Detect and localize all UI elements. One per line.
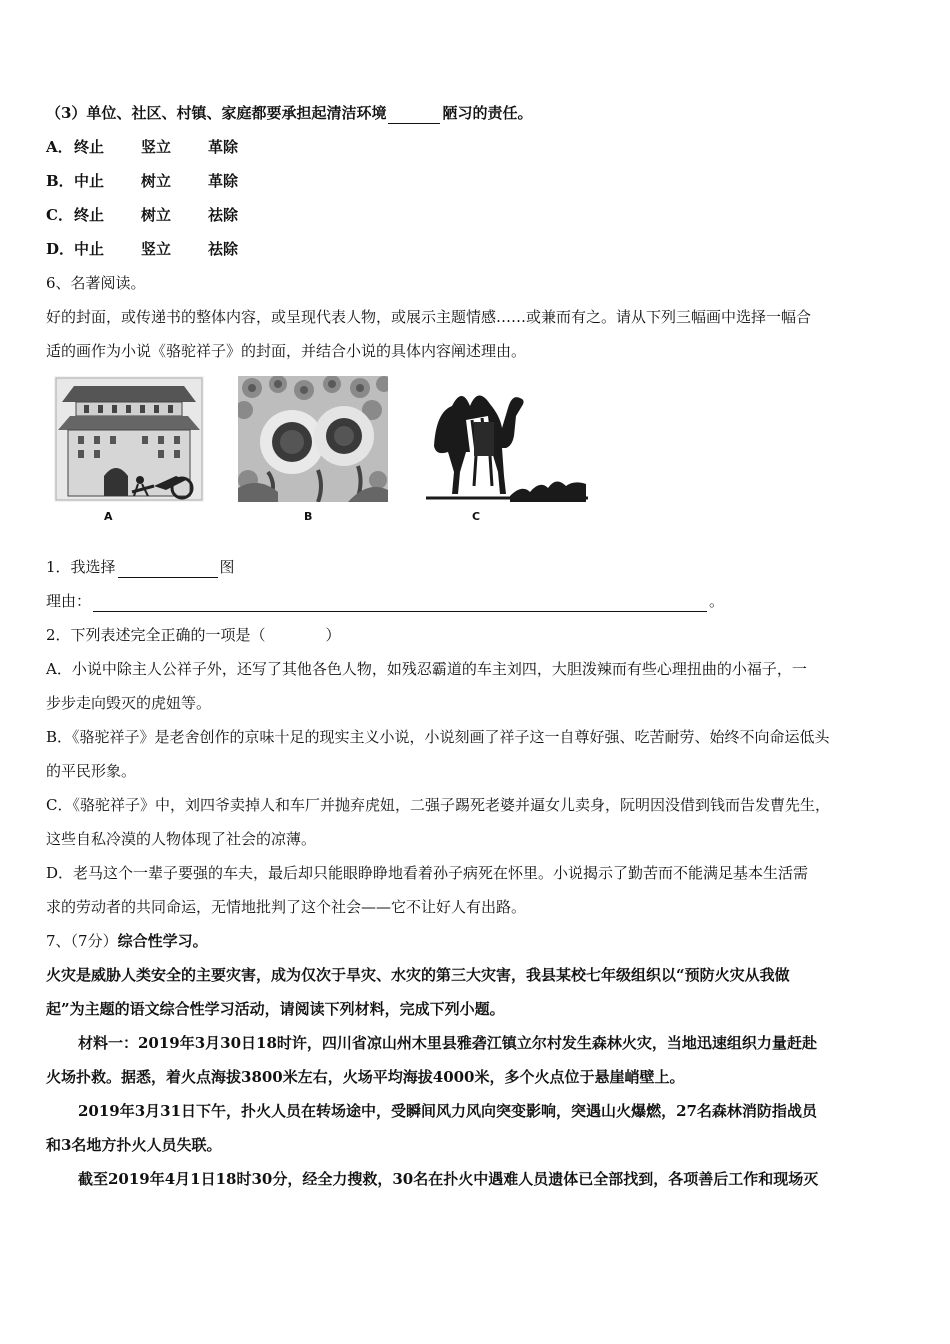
q5-option-c[interactable]: C． 终止 树立 祛除 — [46, 206, 239, 224]
choice-blank[interactable] — [118, 559, 218, 578]
q6-intro-line2: 适的画作为小说《骆驼祥子》的封面，并结合小说的具体内容阐述理由。 — [46, 342, 527, 360]
q6-sub2-option-a-line1[interactable]: A．小说中除主人公祥子外，还写了其他各色人物，如残忍霸道的车主刘四，大胆泼辣而有些心理扭曲的小福子，一 — [46, 660, 807, 678]
q5-option-b[interactable]: B． 中止 树立 革除 — [46, 172, 239, 190]
q6-sub2-option-d-line1[interactable]: D．老马这个一辈子要强的车夫，最后却只能眼睁睁地看着孙子病死在怀里。小说揭示了勤苦而不能满足基本生活需 — [46, 864, 809, 882]
q6-sub1: 1．我选择 图 — [46, 558, 235, 576]
q5-part3-stem: （3）单位、社区、村镇、家庭都要承担起清洁环境 陋习的责任。 — [46, 104, 533, 122]
q6-reason: 理由： 。 — [46, 592, 725, 610]
image-label-c: C — [472, 510, 481, 523]
q7-material3-line1: 截至2019年4月1日18时30分，经全力搜救，30名在扑火中遇难人员遗体已全部找到，各项善后工作和现场灭 — [78, 1170, 819, 1188]
q6-sub2-option-b-line1[interactable]: B．《骆驼祥子》是老舍创作的京味十足的现实主义小说，小说刻画了祥子这一自尊好强、吃苦耐劳、始终不向命运低头 — [46, 728, 830, 746]
q6-sub2-stem: 2．下列表述完全正确的一项是（ ） — [46, 626, 341, 644]
q6-sub2-option-a-line2: 步步走向毁灭的虎妞等。 — [46, 694, 212, 712]
q6-intro-line1: 好的封面，或传递书的整体内容，或呈现代表人物，或展示主题情感……或兼而有之。请从下列三幅画中选择一幅合 — [46, 308, 812, 326]
q6-title: 6、名著阅读。 — [46, 274, 146, 292]
q7-material1-line1: 材料一：2019年3月30日18时许，四川省凉山州木里县雅砻江镇立尔村发生森林火灾，当地迅速组织力量赶赴 — [78, 1034, 817, 1052]
q7-material2-line2: 和3名地方扑火人员失联。 — [46, 1136, 222, 1154]
answer-blank[interactable] — [388, 105, 440, 124]
cover-image-options — [46, 376, 912, 544]
q7-title: 7、（7分）综合性学习。 — [46, 932, 208, 950]
image-c-camel — [426, 376, 588, 502]
q7-intro-line2: 起”为主题的语文综合性学习活动，请阅读下列材料，完成下列小题。 — [46, 1000, 505, 1018]
image-label-a: A — [104, 510, 113, 523]
q6-sub2-option-b-line2: 的平民形象。 — [46, 762, 137, 780]
q6-sub2-option-c-line1[interactable]: C．《骆驼祥子》中，刘四爷卖掉人和车厂并抛弃虎妞，二强子踢死老婆并逼女儿卖身，阮明因没借到钱而告发曹先生， — [46, 796, 830, 814]
q5-option-a[interactable]: A． 终止 竖立 革除 — [46, 138, 239, 156]
exam-page — [46, 96, 912, 1196]
q7-material2-line1: 2019年3月31日下午，扑火人员在转场途中，受瞬间风力风向突变影响，突遇山火爆燃，27名森林消防指战员 — [78, 1102, 817, 1120]
q5-option-d[interactable]: D． 中止 竖立 祛除 — [46, 240, 239, 258]
q7-intro-line1: 火灾是威胁人类安全的主要灾害，成为仅次于旱灾、水灾的第三大灾害，我县某校七年级组织以“预防火灾从我做 — [46, 966, 790, 984]
image-a-city-gate — [54, 376, 204, 502]
reason-blank[interactable] — [93, 593, 707, 612]
q6-sub2-option-d-line2: 求的劳动者的共同命运，无情地批判了这个社会——它不让好人有出路。 — [46, 898, 527, 916]
image-b-sunflowers — [238, 376, 388, 502]
q6-sub2-option-c-line2: 这些自私冷漠的人物体现了社会的凉薄。 — [46, 830, 317, 848]
q7-material1-line2: 火场扑救。据悉，着火点海拔3800米左右，火场平均海拔4000米，多个火点位于悬崖峭壁上。 — [46, 1068, 685, 1086]
image-label-b: B — [304, 510, 313, 523]
